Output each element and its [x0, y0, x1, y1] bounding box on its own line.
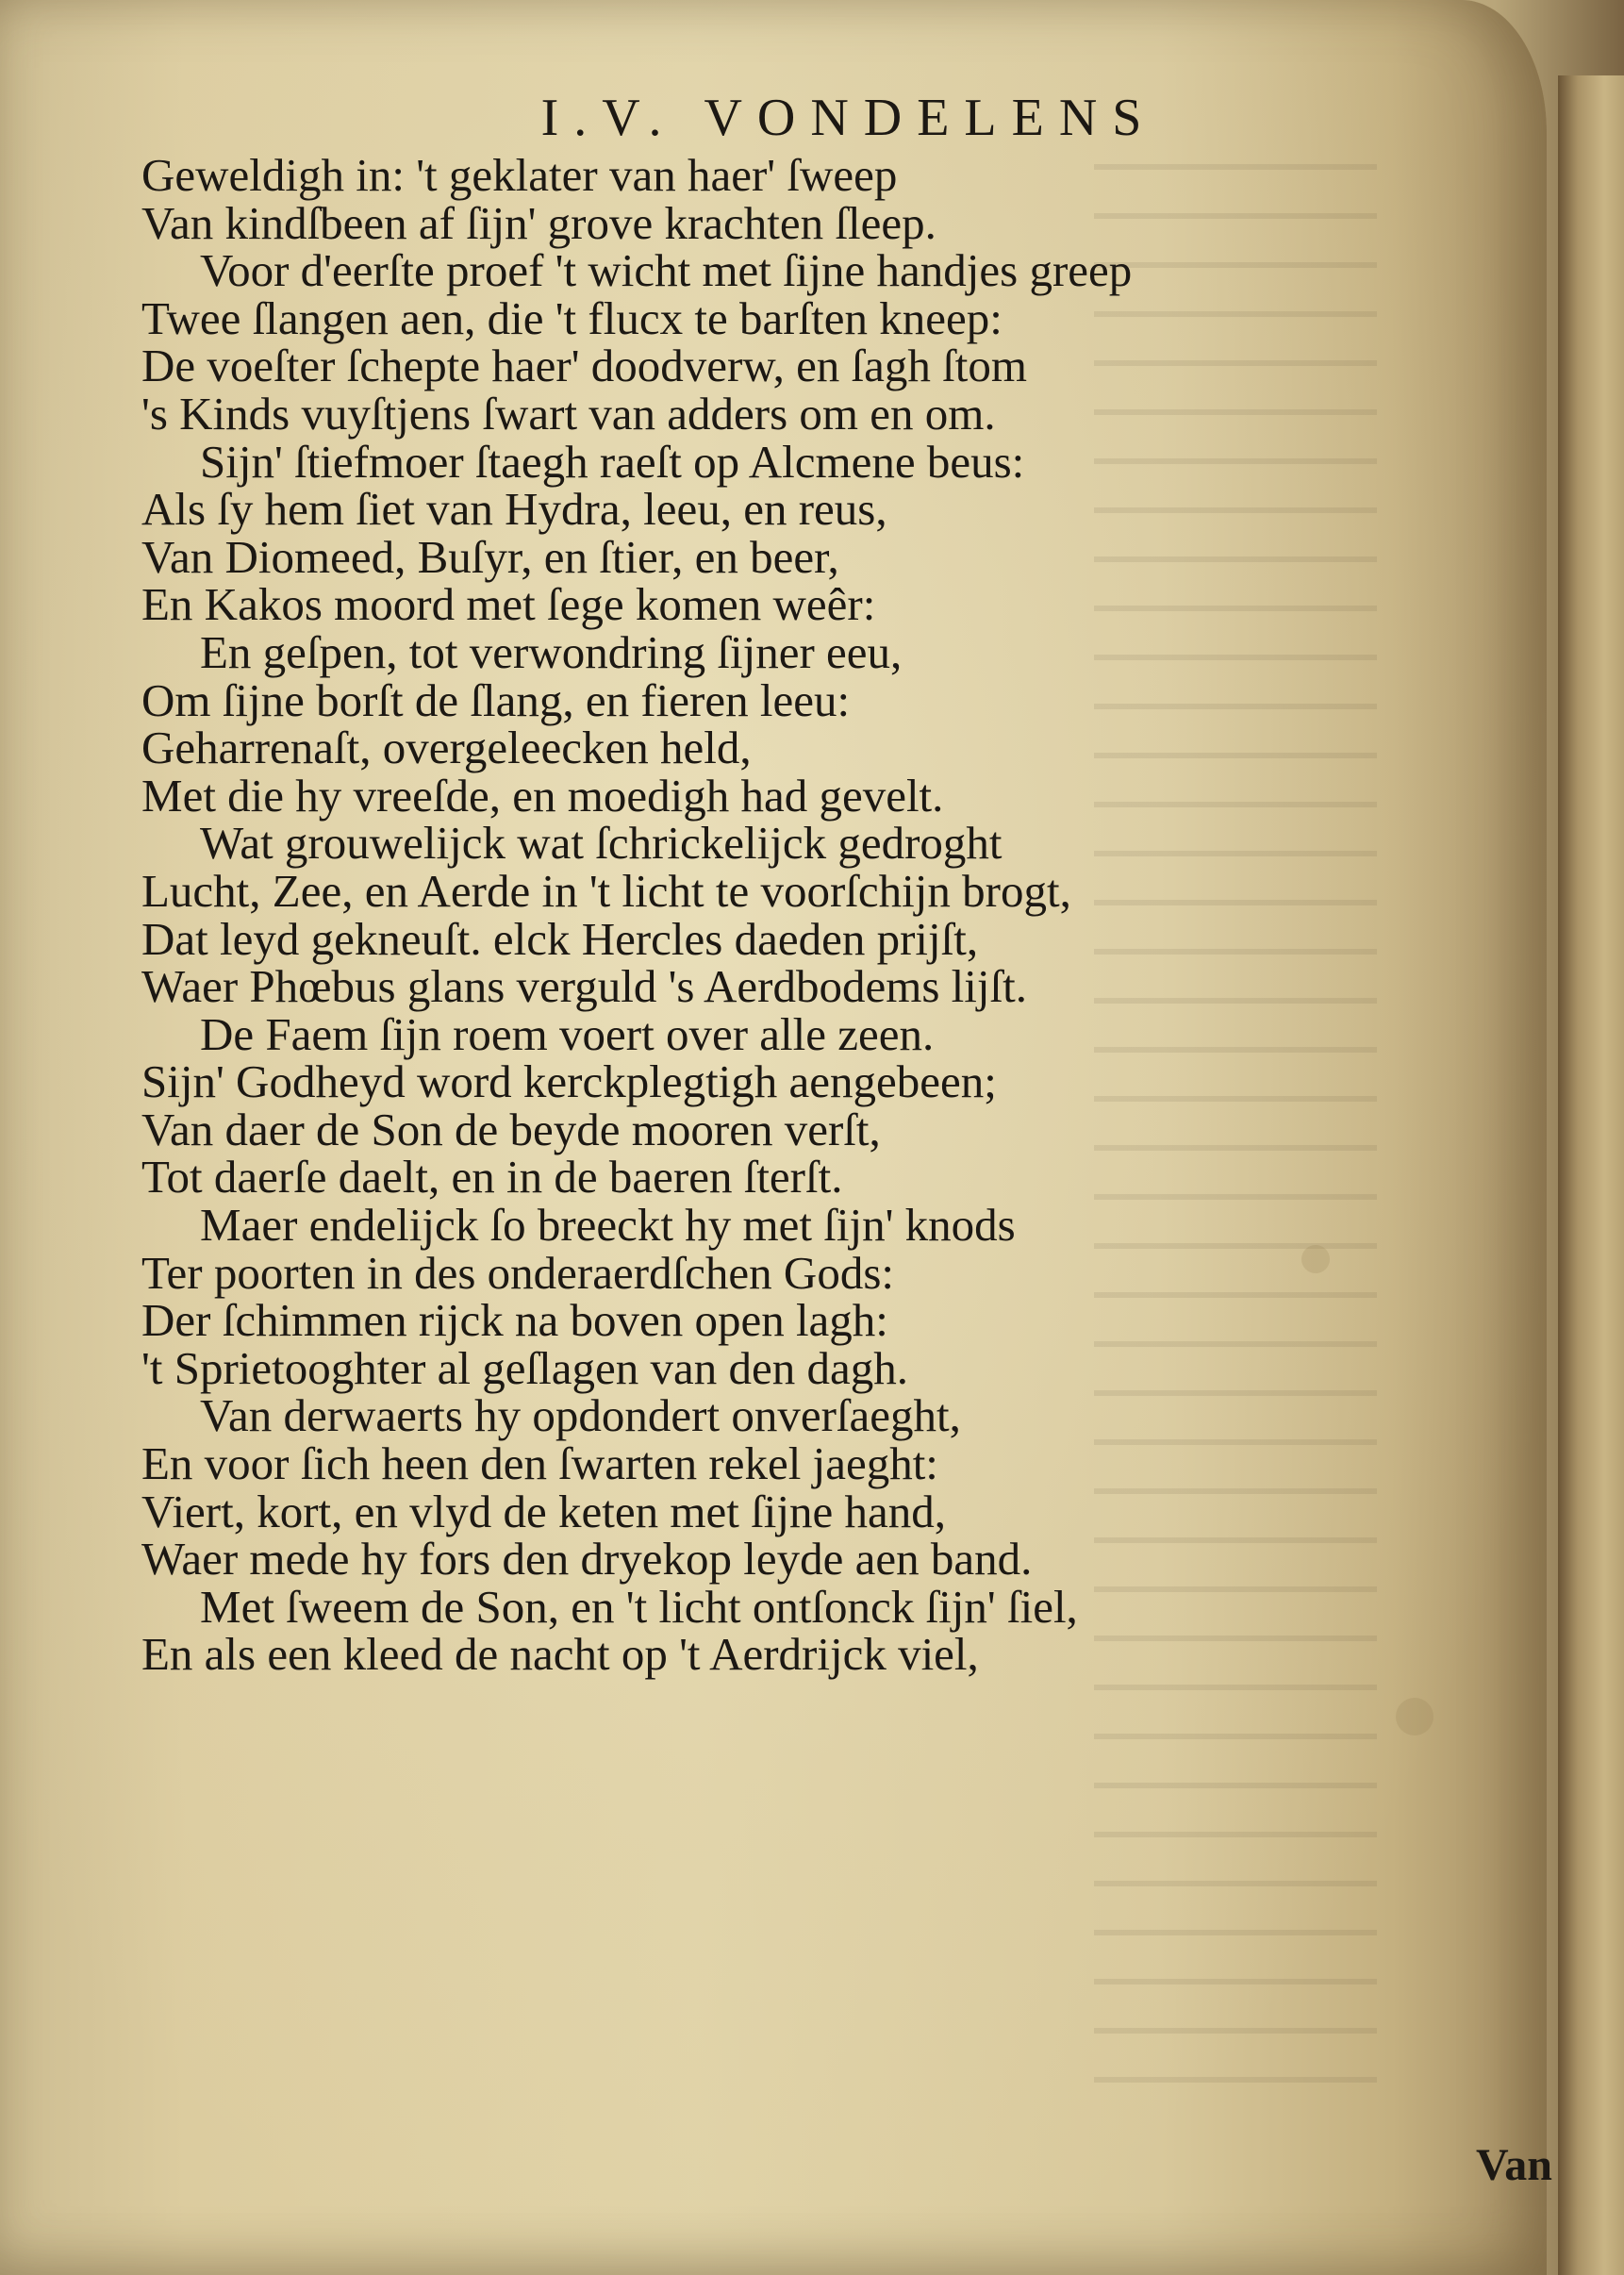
poem-line: Van kindſbeen af ſijn' grove krachten ſleep.	[141, 196, 936, 249]
catchword: Van	[1476, 2140, 1552, 2190]
poem-line: Met ſweem de Son, en 't licht ontſonck ſijn' ſiel,	[200, 1580, 1078, 1633]
poem-line: Voor d'eerſte proef 't wicht met ſijne handjes greep	[200, 244, 1133, 297]
poem-line: Waer mede hy fors den dryekop leyde aen band.	[141, 1533, 1033, 1586]
poem-line: Twee ſlangen aen, die 't flucx te barſten kneep:	[141, 291, 1003, 344]
poem-line: De Faem ſijn roem voert over alle zeen.	[200, 1007, 935, 1060]
poem-line: 's Kinds vuyſtjens ſwart van adders om en om.	[141, 387, 996, 440]
poem-line: En als een kleed de nacht op 't Aerdrijck viel,	[141, 1628, 979, 1681]
facing-page-edge	[1558, 75, 1624, 2275]
poem-line: Ter poorten in des onderaerdſchen Gods:	[141, 1246, 894, 1299]
poem-line: Als ſy hem ſiet van Hydra, leeu, en reus,	[141, 483, 887, 536]
poem-line: Viert, kort, en vlyd de keten met ſijne hand,	[141, 1485, 946, 1537]
poem-line: Om ſijne borſt de ſlang, en fieren leeu:	[141, 673, 851, 726]
poem-line: Van Diomeed, Buſyr, en ſtier, en beer,	[141, 530, 839, 583]
poem-line: Geharrenaſt, overgeleecken held,	[141, 722, 752, 774]
poem-line: Wat grouwelijck wat ſchrickelijck gedroght	[200, 817, 1003, 870]
paper-stain	[1396, 1698, 1433, 1735]
poem-line: En Kakos moord met ſege komen weêr:	[141, 578, 876, 631]
poem-line: Lucht, Zee, en Aerde in 't licht te voorſchijn brogt,	[141, 864, 1071, 917]
poem-lines	[141, 149, 1443, 1681]
poem-line: Maer endelijck ſo breeckt hy met ſijn' knods	[200, 1199, 1016, 1252]
poem-line: Van derwaerts hy opdondert onverſaeght,	[200, 1389, 961, 1442]
poem-line: Van daer de Son de beyde mooren verſt,	[141, 1103, 881, 1155]
poem-text-block	[141, 90, 1443, 1679]
poem-line: Sijn' ſtiefmoer ſtaegh raeſt op Alcmene beus:	[200, 435, 1025, 488]
poem-line: Waer Phœbus glans verguld 's Aerdbodems lijſt.	[141, 960, 1027, 1013]
poem-line: Geweldigh in: 't geklater van haer' ſweep	[141, 149, 898, 201]
poem-line: 't Sprietooghter al geſlagen van den dagh.	[141, 1341, 908, 1394]
poem-line: Met die hy vreeſde, en moedigh had gevelt.	[141, 769, 944, 822]
poem-line: Der ſchimmen rijck na boven open lagh:	[141, 1294, 888, 1347]
poem-line: En geſpen, tot verwondring ſijner eeu,	[200, 625, 903, 678]
poem-line: En voor ſich heen den ſwarten rekel jaeght:	[141, 1437, 938, 1490]
poem-line: Sijn' Godheyd word kerckplegtigh aengebeen;	[141, 1055, 997, 1108]
running-head: I.V. VONDELENS	[540, 89, 1157, 147]
poem-line: Tot daerſe daelt, en in de baeren ſterſt.	[141, 1151, 843, 1204]
poem-line: De voeſter ſchepte haer' doodverw, en ſagh ſtom	[141, 340, 1028, 392]
poem-line: Dat leyd gekneuſt. elck Hercles daeden prijſt,	[141, 912, 979, 965]
